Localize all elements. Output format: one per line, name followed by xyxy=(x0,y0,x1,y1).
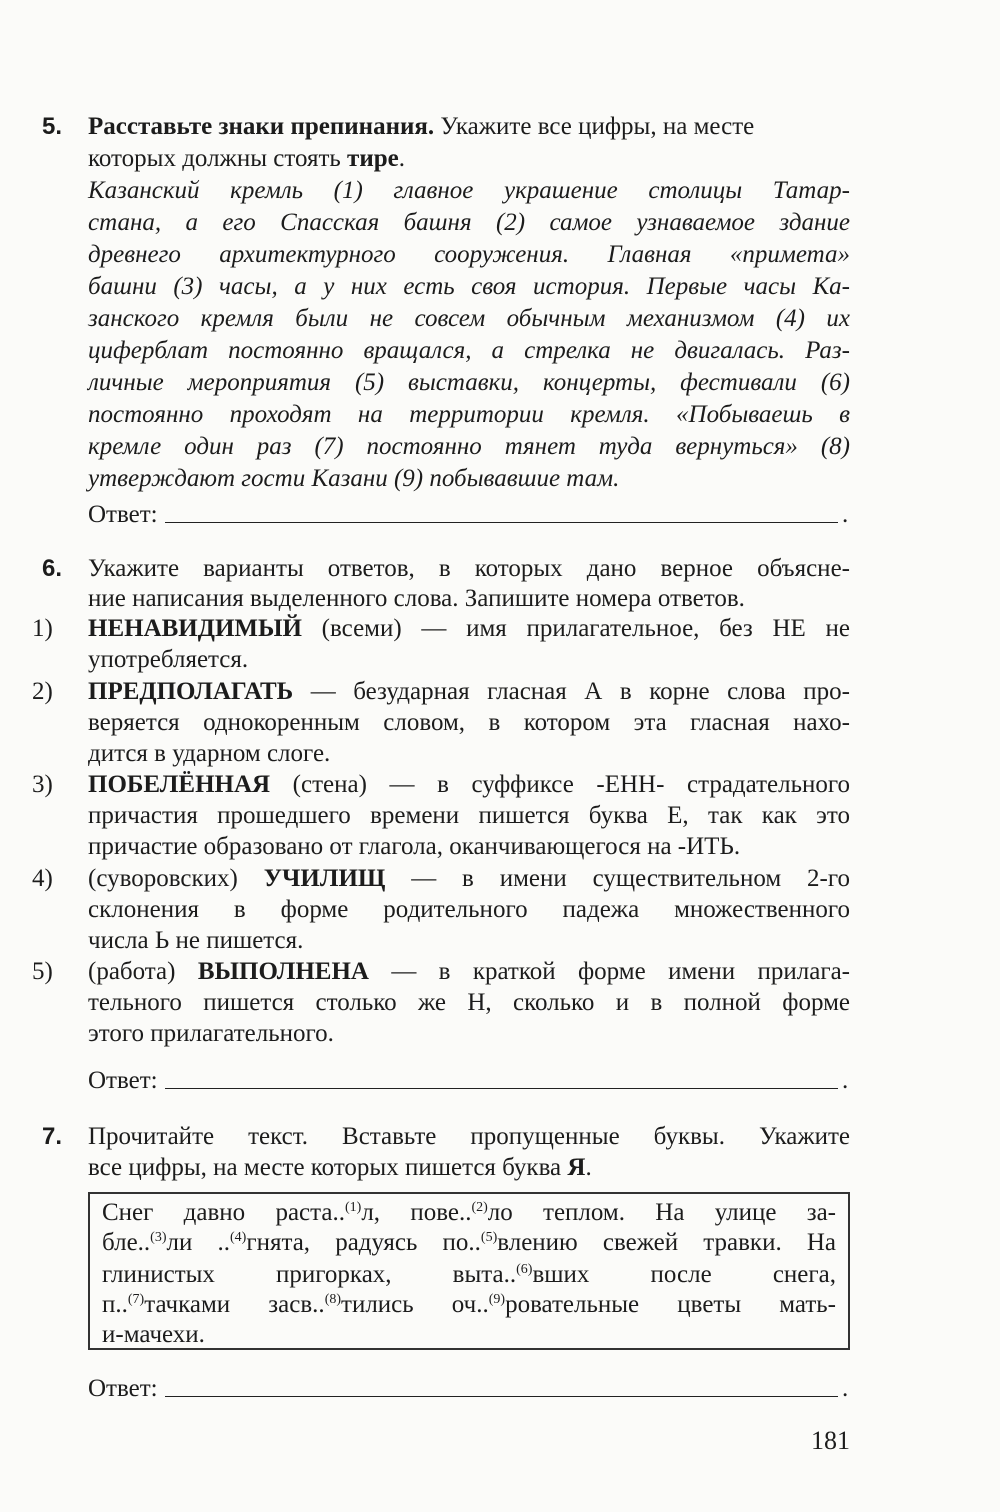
task6-number: 6. xyxy=(42,555,63,582)
task5-answer-line[interactable] xyxy=(165,522,838,523)
task7-answer-end: . xyxy=(842,1375,849,1402)
option-2-line xyxy=(88,677,850,707)
task5-text-line: утверждают гости Казани (9) побывавшие там. xyxy=(88,465,620,492)
task5-instruction-line1 xyxy=(88,112,850,142)
task5-instruction-text: которых должны стоять xyxy=(88,145,348,172)
box-superscript: (9) xyxy=(488,1292,506,1307)
option-keyword: ПОБЕЛЁННАЯ xyxy=(88,771,271,798)
box-superscript: (1) xyxy=(344,1200,362,1215)
option-2-line: веряется однокоренным словом, в котором эта гласная нахо- xyxy=(88,709,850,736)
task5-text-line: древнего архитектурного сооружения. Главная «примета» xyxy=(88,241,850,268)
task7-answer-line[interactable] xyxy=(165,1396,838,1397)
option-number: 5) xyxy=(32,958,53,985)
option-3-line xyxy=(88,770,850,800)
task5-text-line: занского кремля были не совсем обычным механизмом (4) их xyxy=(88,305,850,332)
task5-text-line: постоянно проходят на территории кремля. «Побываешь в xyxy=(88,401,850,428)
option-4-line: склонения в форме родительного падежа множественного xyxy=(88,896,850,923)
option-number: 3) xyxy=(32,771,53,798)
option-3-line: причастия прошедшего времени пишется буква Е, так как это xyxy=(88,802,850,829)
option-number: 4) xyxy=(32,865,53,892)
task5-instruction-line2 xyxy=(88,144,405,174)
task7-instruction-line: Прочитайте текст. Вставьте пропущенные буквы. Укажите xyxy=(88,1123,850,1150)
option-2-line: дится в ударном слоге. xyxy=(88,740,331,767)
option-number: 2) xyxy=(32,678,53,705)
box-text: ли .. xyxy=(166,1229,231,1256)
task6-answer-label: Ответ: xyxy=(88,1067,158,1094)
page-number: 181 xyxy=(811,1426,850,1455)
box-superscript: (8) xyxy=(324,1292,342,1307)
option-1-line xyxy=(88,614,850,644)
box-text: бле.. xyxy=(102,1229,151,1256)
task7-box-line xyxy=(102,1260,836,1290)
task7-instruction-text: все цифры, на месте которых пишется буква xyxy=(88,1154,568,1181)
task7-answer-label: Ответ: xyxy=(88,1375,158,1402)
box-text: ло теплом. На улице за- xyxy=(487,1199,837,1226)
task7-box-line xyxy=(102,1290,836,1320)
option-4-line xyxy=(88,864,850,894)
box-superscript: (5) xyxy=(480,1230,498,1245)
option-text: — в краткой форме имени прилага- xyxy=(368,958,850,985)
box-superscript: (6) xyxy=(516,1262,533,1277)
task5-answer-end: . xyxy=(842,501,849,528)
task6-instruction-line: Укажите варианты ответов, в которых дано верное объясне- xyxy=(88,555,850,582)
option-3-line: причастие образовано от глагола, оканчивающегося на -ИТЬ. xyxy=(88,833,741,860)
option-keyword: ПРЕДПОЛАГАТЬ xyxy=(88,678,294,705)
box-text: тачками засв.. xyxy=(144,1291,325,1318)
task7-instruction-line2 xyxy=(88,1153,592,1183)
box-text: п.. xyxy=(102,1291,128,1318)
box-text: глинистых пригорках, выта.. xyxy=(102,1261,517,1288)
option-5-line: тельного пишется столько же Н, сколько и в полной форме xyxy=(88,989,850,1016)
task5-text-line: башни (3) часы, а у них есть своя история. Первые часы Ка- xyxy=(88,273,850,300)
task5-instruction-bold: Расставьте знаки препинания. xyxy=(88,113,435,140)
task5-answer-label: Ответ: xyxy=(88,501,158,528)
option-number: 1) xyxy=(32,615,53,642)
box-text: Снег давно раста.. xyxy=(102,1199,345,1226)
option-keyword: ВЫПОЛНЕНА xyxy=(197,958,369,985)
box-superscript: (3) xyxy=(150,1230,167,1245)
option-prefix: (работа) xyxy=(88,958,198,985)
task7-period: . xyxy=(585,1154,592,1181)
box-text: гнята, радуясь по.. xyxy=(246,1229,481,1256)
task7-number: 7. xyxy=(42,1123,63,1150)
task5-text-line: Казанский кремль (1) главное украшение столицы Татар- xyxy=(88,177,850,204)
task5-keyword: тире xyxy=(347,145,399,172)
task5-text-line: стана, а его Спасская башня (2) самое узнаваемое здание xyxy=(88,209,850,236)
task7-box-line xyxy=(102,1198,836,1228)
option-5-line: этого прилагательного. xyxy=(88,1020,334,1047)
task6-answer-end: . xyxy=(842,1067,849,1094)
task5-text-line: личные мероприятия (5) выставки, концерты, фестивали (6) xyxy=(88,369,850,396)
task7-keyword: Я xyxy=(567,1154,586,1181)
task5-number: 5. xyxy=(42,113,63,140)
option-5-line xyxy=(88,957,850,987)
task5-text-line: кремле один раз (7) постоянно тянет туда вернуться» (8) xyxy=(88,433,850,460)
task5-period: . xyxy=(398,145,405,172)
box-superscript: (2) xyxy=(471,1200,488,1215)
task7-box-line: и-мачехи. xyxy=(102,1321,205,1348)
box-text: вших после снега, xyxy=(532,1261,836,1288)
box-superscript: (4) xyxy=(230,1230,247,1245)
task5-text-line: циферблат постоянно вращался, а стрелка не двигалась. Раз- xyxy=(88,337,850,364)
option-text: — безударная гласная А в корне слова про- xyxy=(293,678,850,705)
task5-instruction-rest: Укажите все цифры, на месте xyxy=(434,113,755,140)
option-text: (всеми) — имя прилагательное, без НЕ не xyxy=(301,615,850,642)
option-text: — в имени существительном 2-го xyxy=(385,865,850,892)
option-keyword: НЕНАВИДИМЫЙ xyxy=(88,615,302,642)
box-text: влению свежей травки. На xyxy=(497,1229,837,1256)
task6-instruction-line: ние написания выделенного слова. Запишите номера ответов. xyxy=(88,585,745,612)
box-superscript: (7) xyxy=(127,1292,145,1307)
option-keyword: УЧИЛИЩ xyxy=(263,865,386,892)
option-4-line: числа Ь не пишется. xyxy=(88,927,304,954)
option-1-line: употребляется. xyxy=(88,646,249,673)
box-text: тились оч.. xyxy=(341,1291,489,1318)
box-text: ровательные цветы мать- xyxy=(505,1291,837,1318)
task6-answer-line[interactable] xyxy=(165,1088,838,1089)
box-text: л, пове.. xyxy=(361,1199,472,1226)
option-text: (стена) — в суффиксе -ЕНН- страдательного xyxy=(270,771,850,798)
task7-box-line xyxy=(102,1228,836,1258)
option-prefix: (суворовских) xyxy=(88,865,264,892)
